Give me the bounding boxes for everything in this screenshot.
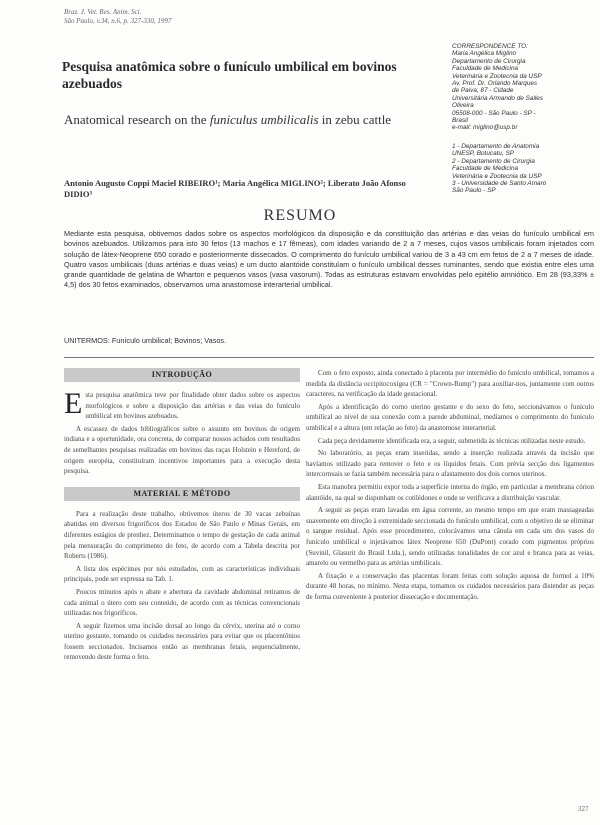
corr-line: Brasil [452, 117, 468, 125]
subtitle-after: in zebu cattle [318, 112, 392, 127]
body-paragraph: No laboratório, as peças eram inseridas, sendo a inserção realizada através da incisão que havíamos utilizado para remover o feto e os líquidos fetais. Com prévia secção dos ligamentos intercornuais se fazia também necessária para o afastamento dos dois cornos uterinos. [306, 449, 594, 479]
affil-line: Veterinária e Zootecnia da USP [452, 172, 542, 180]
material-body [64, 509, 300, 663]
material-heading: MATERIAL E MÉTODO [64, 487, 300, 501]
dropcap: E [64, 387, 83, 420]
intro-heading: INTRODUÇÃO [64, 368, 300, 382]
corr-line: Av. Prof. Dr. Orlando Marques [452, 80, 538, 88]
correspondence-heading: CORRESPONDENCE TO: [452, 43, 528, 50]
intro-body [64, 387, 300, 477]
corr-line: Maria Angélica Miglino [452, 50, 517, 58]
resumo-text: Mediante esta pesquisa, obtivemos dados sobre os aspectos morfológicos da disposição e da constituição das artérias e das veias do funículo umbilical em bovinos azebuados. Utilizamos para isto 30 fetos (13 machos e 17 fêmeas), com idades variando de 2 a 7 meses, cujos vasos umbilicais foram injetados com solução de látex-Neoprene 650 corado e posteriormente dissecados. O comprimento do funículo umbilical variou de 3 a 43 cm em fetos de 2 a 7 meses de idade. Quatro vasos umbilicais (duas artérias e duas veias) e um ducto alantóide constituíam o funículo umbilical desses ruminantes, sendo que existia entre eles uma grande quantidade de gelatina de Wharton e pequenos vasos (vasa vasorum). Todas as estruturas estavam envolvidas pelo epitélio amniótico. Em 28 (93,33% ± 4,5) dos 30 fetos examinados, observamos uma anastomose interarterial umbilical. [64, 229, 594, 290]
correspondence-block [452, 43, 587, 132]
corr-line: Oliveira [452, 102, 474, 110]
affiliations-block [452, 143, 587, 195]
corr-line: Veterinária e Zootecnia da USP [452, 72, 542, 80]
corr-email[interactable]: e-mail: miglino@usp.br [452, 124, 518, 132]
authors: Antonio Augusto Coppi Maciel RIBEIRO¹; Maria Angélica MIGLINO²; Liberato João Afonso DIDIO³ [64, 178, 406, 199]
affil-line: UNESP, Botucatu, SP [452, 150, 515, 158]
affil-line: 1 - Departamento de Anatomia [452, 143, 540, 150]
affil-line: São Paulo - SP [452, 187, 496, 195]
page-number: 327 [578, 805, 589, 813]
body-paragraph: A seguir as peças eram lavadas em água corrente, ao mesmo tempo em que eram massageadas suavemente em direção à extremidade seccionada do funículo umbilical, com o objetivo de se eliminar o sangue residual. Após esse procedimento, colocávamos uma cânula em cada um dos vasos do funículo umbilical e injetávamos látex Neoprene 650 (DuPont) corado com pigmentos próprios (Suvinil, Glasurit do Brasil Ltda.), sendo utilizadas tonalidades de cor azul e branca para as veias, amarelo ou vermelho para as artérias umbilicais. [306, 506, 594, 568]
subtitle-before: Anatomical research on the [64, 112, 210, 127]
body-paragraph: Cada peça devidamente identificada era, a seguir, submetida às técnicas utilizadas neste estudo. [318, 436, 586, 445]
resumo-heading: RESUMO [263, 207, 337, 224]
subtitle-italic: funiculus umbilicalis [209, 112, 319, 127]
corr-line: de Paiva, 87 - Cidade [452, 87, 514, 95]
body-paragraph: Após a identificação do corno uterino gestante e do sexo do feto, seccionávamos o funículo umbilical ao nível de sua conexão com a parede abdominal, medíamos o comprimento do funículo umbilical e a altura (em relação ao feto) da anastomose interarterial. [306, 402, 594, 432]
article-subtitle [64, 112, 434, 128]
material-paragraph: Para a realização deste trabalho, obtivemos úteros de 30 vacas zebuínas abatidas em diversos frigoríficos dos Estados de São Paulo e Minas Gerais, em diferentes estágios de prenhez. Determinamos o tempo de gestação de cada animal pela mensuração do comprimento do feto, de acordo com a Tabela descrita por Roberts (1986). [64, 509, 300, 561]
right-column [306, 368, 594, 604]
corr-line: Universitária Armando de Salles [452, 94, 544, 102]
material-paragraph: A seguir fizemos uma incisão dorsal ao longo da cérvix, uterina até o corno uterino gestante, tomando os cuidados necessários para evitar que os placentônios fossem seccionados. Incisamos então as membranas fetais, sequencialmente, removendo deste forma o feto. [64, 621, 300, 662]
divider [64, 357, 594, 358]
affil-line: Faculdade de Medicina [452, 165, 519, 173]
affil-line: 2 - Departamento de Cirurgia [452, 157, 535, 165]
body-paragraph: Esta manobra permitiu expor toda a superfície interna do órgão, em particular a membrana córion alantóide, na qual se dispunham os cotilédones e onde se verificava a distribuição vascular. [306, 482, 594, 502]
material-paragraph: Poucos minutos após o abate e abertura da cavidade abdominal retiramos de cada animal o útero com seu conteúdo, de acordo com as técnicas convencionais utilizadas nos frigoríficos. [64, 587, 300, 618]
body-paragraph: Com o feto exposto, ainda conectado à placenta por intermédio do funículo umbilical, tomamos a medida da distância occipitocoxígea (CR = "Crown-Rump") para auxiliar-nos, juntamente com outros caracteres, na verificação da idade gestacional. [306, 369, 594, 399]
journal-name: Braz. J. Vet. Res. Anim. Sci. [64, 8, 142, 16]
intro-p1: sta pesquisa anatômica teve por finalidade obter dados sobre os aspectos morfológicos e sobre a disposição das artérias e das veias do funículo umbilical em bovinos azebuados. [85, 391, 300, 421]
journal-header [64, 8, 171, 26]
corr-line: Departamento de Cirurgia [452, 57, 526, 65]
journal-ref: São Paulo, v.34, n.6, p. 327-330, 1997 [64, 17, 172, 25]
material-paragraph: A lista dos espécimes por nós estudados, com as características individuais principais, pode ser expressa na Tab. 1. [64, 564, 300, 584]
body-paragraph: A fixação e a conservação das placentas foram feitas com solução aquosa de formol a 10% durante 48 horas, no mínimo. Nesta etapa, tomamos os cuidados necessários para distender as peças de forma conveniente à posterior dissecação e documentação. [306, 571, 594, 601]
intro-paragraph [64, 387, 300, 422]
uniterms: UNITERMOS: Funículo umbilical; Bovinos; Vasos. [64, 336, 227, 345]
affil-line: 3 - Universidade de Santo Amaro [452, 180, 547, 188]
corr-line: Faculdade de Medicina [452, 65, 519, 73]
article-title: Pesquisa anatômica sobre o funículo umbilical em bovinos azebuados [62, 59, 397, 91]
intro-paragraph: A escassez de dados bibliográficos sobre o assunto em bovinos de origem indiana e a oportunidade, ora concreta, de comparar nossos achados com resultados de semelhantes pesquisas realizadas em bovinos das raças Holstein e Hereford, de origem européia, constituíram incentivos importantes para a execução desta pesquisa. [64, 424, 300, 476]
left-column [64, 368, 300, 665]
corr-line: 05508-000 - São Paulo - SP - [452, 109, 536, 117]
